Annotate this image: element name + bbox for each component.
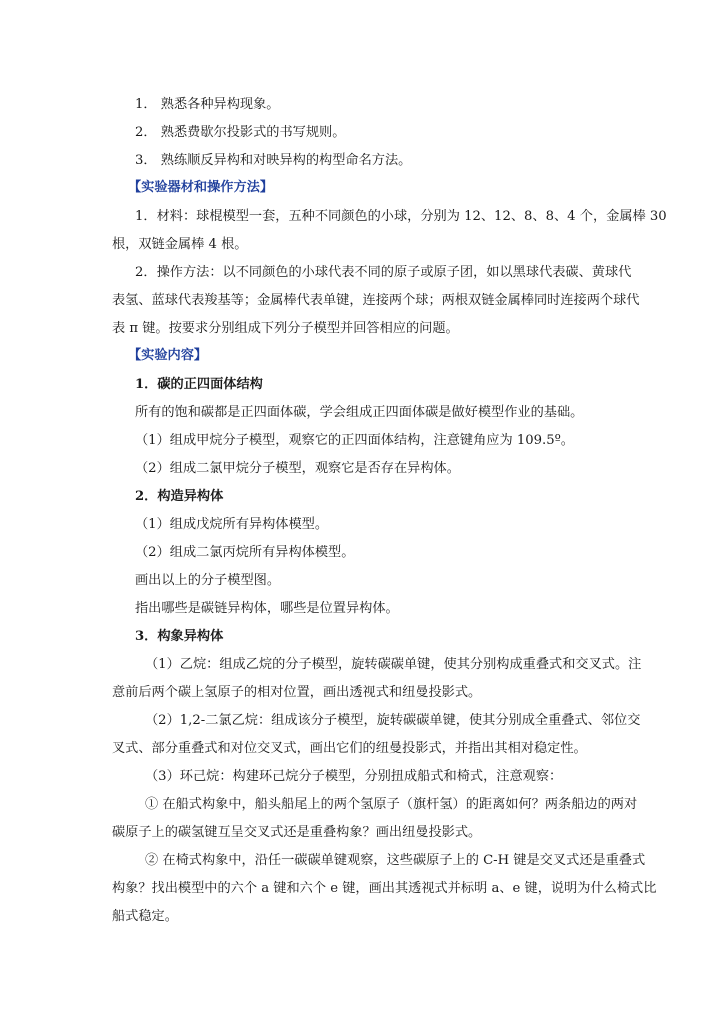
procedure-line-3: 表 π 键。按要求分别组成下列分子模型并回答相应的问题。 — [112, 321, 459, 336]
tetrahedral-item-2: （2）组成二氯甲烷分子模型，观察它是否存在异构体。 — [135, 461, 460, 476]
objective-3: 3． 熟练顺反异构和对映异构的构型命名方法。 — [135, 153, 412, 168]
constitutional-identify: 指出哪些是碳链异构体，哪些是位置异构体。 — [135, 601, 399, 616]
materials-line-2: 根，双链金属棒 4 根。 — [112, 237, 248, 252]
materials-line-1: 1．材料：球棍模型一套，五种不同颜色的小球，分别为 12、12、8、8、4 个，金属棒 30 — [135, 209, 667, 224]
boat-line-1: ① 在船式构象中，船头船尾上的两个氢原子（旗杆氢）的距离如何？两条船边的两对 — [145, 797, 638, 812]
subheading-constitutional: 2．构造异构体 — [135, 489, 224, 504]
subheading-conformational: 3．构象异构体 — [135, 629, 224, 644]
objective-2: 2． 熟悉费歇尔投影式的书写规则。 — [135, 125, 346, 140]
chair-line-3: 船式稳定。 — [112, 909, 178, 924]
procedure-line-2: 表氢、蓝球代表羧基等；金属棒代表单键，连接两个球；两根双链金属棒同时连接两个球代 — [112, 293, 640, 308]
dichloroethane-line-2: 叉式、部分重叠式和对位交叉式，画出它们的纽曼投影式，并指出其相对稳定性。 — [112, 741, 587, 756]
procedure-line-1: 2．操作方法：以不同颜色的小球代表不同的原子或原子团，如以黑球代表碳、黄球代 — [135, 265, 632, 280]
dichloroethane-line-1: （2）1,2-二氯乙烷：组成该分子模型，旋转碳碳单键，使其分别成全重叠式、邻位交 — [145, 713, 641, 728]
section-heading-materials: 【实验器材和操作方法】 — [128, 180, 274, 195]
constitutional-item-1: （1）组成戊烷所有异构体模型。 — [135, 517, 329, 532]
cyclohexane-intro: （3）环己烷：构建环己烷分子模型，分别扭成船式和椅式，注意观察： — [145, 769, 563, 784]
chair-line-1: ② 在椅式构象中，沿任一碳碳单键观察，这些碳原子上的 C-H 键是交叉式还是重叠式 — [145, 853, 646, 868]
subheading-tetrahedral: 1．碳的正四面体结构 — [135, 377, 263, 392]
ethane-line-1: （1）乙烷：组成乙烷的分子模型，旋转碳碳单键，使其分别构成重叠式和交叉式。注 — [145, 657, 642, 672]
constitutional-item-2: （2）组成二氯丙烷所有异构体模型。 — [135, 545, 355, 560]
tetrahedral-item-1: （1）组成甲烷分子模型，观察它的正四面体结构，注意键角应为 109.5º。 — [135, 433, 574, 448]
chair-line-2: 构象？找出模型中的六个 a 键和六个 e 键，画出其透视式并标明 a、e 键，说明为什么椅式比 — [112, 881, 657, 896]
section-heading-content: 【实验内容】 — [128, 348, 208, 363]
boat-line-2: 碳原子上的碳氢键互呈交叉式还是重叠构象？画出纽曼投影式。 — [112, 825, 482, 840]
objective-1: 1． 熟悉各种异构现象。 — [135, 97, 280, 112]
constitutional-draw: 画出以上的分子模型图。 — [135, 573, 281, 588]
ethane-line-2: 意前后两个碳上氢原子的相对位置，画出透视式和纽曼投影式。 — [112, 685, 482, 700]
tetrahedral-intro: 所有的饱和碳都是正四面体碳，学会组成正四面体碳是做好模型作业的基础。 — [135, 405, 584, 420]
